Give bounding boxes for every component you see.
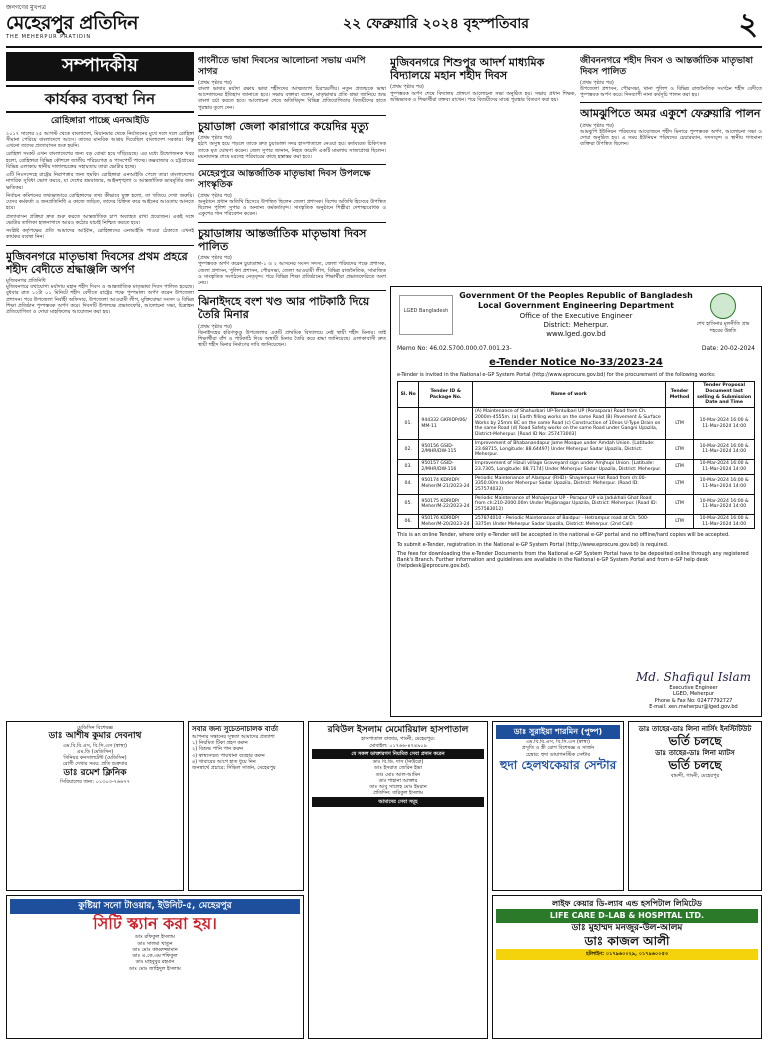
news-column (390, 52, 576, 282)
ad-clinic-name: ডাঃ রমেশ ক্লিনিক (63, 767, 127, 778)
table-row (398, 460, 755, 474)
ad-band: যে সকল ডাক্তারগণ নিয়মিত সেবা প্রদান করেন (312, 749, 484, 759)
memo-number: Memo No: 46.02.5700.000.07.001.23- (397, 345, 512, 352)
ad-phone[interactable]: মোবাইল: ০১৭৬৬-৪৭৪৯০৯ (369, 742, 427, 749)
divider (198, 222, 386, 223)
tender-intro: e-Tender is invited in the National e-GP System Portal (http://www.eprocure.gov.bd) for the procurement of the following works: (397, 372, 716, 378)
tender-header-line: Office of the Executive Engineer (519, 311, 633, 320)
article-body: পুষ্পস্তবক অর্পণ করেন চুয়াডাঙ্গা-১ ও ২ আসনের সংসদ সদস্য, জেলা পরিষদের পক্ষে প্রশাসক, জেলা প্রশাসন, পুলিশ প্রশাসন, পৌরসভা, জেলা আওয়ামী লীগ, বিভিন্ন রাজনৈতিক, সামাজিক ও সাংস্কৃতিক সংগঠনের নেতৃবৃন্দ। পরে বিভিন্ন শিক্ষা প্রতিষ্ঠানের শিক্ষার্থীরা প্রভাতফেরিতে অংশ নেয়। (198, 261, 386, 286)
column-header: Tender Proposal Document last selling & Submission Date and Time (694, 382, 755, 408)
table-row (398, 408, 755, 440)
ad-admission: ভর্তি চলছে (668, 733, 722, 748)
editorial-paragraph: প্রত্যাবাসন প্রক্রিয়া দ্রুত শুরু করতে আন্তর্জাতিক চাপ অব্যাহত রাখা প্রয়োজন। একই সঙ্গে ভোটার তালিকা হালনাগাদে আরও কঠোর যাচাই নিশ্চিত করতে হবে। (6, 213, 194, 226)
ad-title: ডাঃ সুরাইয়া শারমিন (পুষ্প) (496, 725, 620, 739)
table-header-row (398, 382, 755, 408)
news-article (198, 56, 386, 111)
cell-work: Improvement of Bhabanandapur Jame Mosque under Amdah Union. [Latitude: 23.68715, Longitude: 88.64497] Under Meherpur Sadar Upazila, District: Meherpur. (472, 439, 665, 459)
cell-method: LTM (665, 494, 694, 514)
article-body: বাংলা ভাষার মর্যাদা রক্ষায় ভাষা শহীদদের আত্মত্যাগ চিরস্মরণীয়। নতুন প্রজন্মকে ভাষা আন্দোলনের ইতিহাস জানাতে হবে। সভায় বক্তারা বলেন, মাতৃভাষার প্রতি শ্রদ্ধা জানিয়ে শুদ্ধ বাংলা চর্চা করতে হবে। আলোচনা শেষে অতিথিবৃন্দ বিভিন্ন প্রতিযোগিতায় বিজয়ীদের হাতে পুরস্কার তুলে দেন। (198, 85, 386, 111)
cell-method: LTM (665, 408, 694, 440)
ad-line: ডাঃ কাজল আলী (584, 934, 670, 949)
cell-date: 10-Mar-2024 16:00 & 11-Mar-2024 14:00 (694, 460, 755, 474)
ad-doctor-medicine (6, 721, 184, 891)
ad-line: ডাঃ শাহানা আক্তার (378, 777, 418, 784)
news-article (198, 120, 386, 160)
article-byline: (প্রথম পৃষ্ঠার পর) (198, 135, 232, 142)
ad-phone[interactable]: সিরিয়ালের জন্য: ০১৩০৩-৭৬৬৭৭ (60, 778, 130, 785)
ad-line: ডাঃ মাহবুবুর রহমান (135, 959, 175, 966)
ad-line: বামন্দী, গাংনী, মেহেরপুর (670, 772, 720, 779)
editorial-paragraph: সংশ্লিষ্ট কর্তৃপক্ষের প্রতি আমাদের আহ্বান, রোহিঙ্গাদের এনআইডি পাওয়া ঠেকাতে এখনই কার্যকর ব্যবস্থা নিন। (6, 228, 194, 241)
masthead-tagline: জনগণের মুখপত্র (6, 4, 46, 11)
cell-work: Improvement of Hizuli village Graveyard sign under Amjhupi Union. [Latitude: 23.7305, Longitude: 88.7174] Under Meherpur Sadar Upazila, District: Meherpur. (472, 460, 665, 474)
cell-work: Periodic Maintenance of Mohajerpur UP - Porapur UP via Jadukhali Ghat Road from ch:210-2000.00m Under Mujibnagar Upazila, District: Meherpur. (Road ID: 257583012) (472, 494, 665, 514)
cell-id: 944332 GKRIDP/06/ MM-11 (419, 408, 473, 440)
cell-date: 10-Mar-2024 16:00 & 11-Mar-2024 14:00 (694, 439, 755, 459)
memo-date: Date: 20-02-2024 (701, 345, 755, 352)
page-number: ২ (738, 7, 758, 42)
masthead-subtitle: THE MEHERPUR PRATIDIN (6, 33, 92, 40)
editorial-paragraph: ২০১৭ সালের ২৫ আগস্ট থেকে বাংলাদেশ, মিয়ানমার থেকে নির্যাতনের মুখে দলে দলে রোহিঙ্গা সীমানা পেরিয়ে বাংলাদেশে আসে। তাদের মানবিক আশ্রয় দিয়েছিল বাংলাদেশ সরকার। কিন্তু এখনো তাদের প্রত্যাবাসন শুরু হয়নি। (6, 130, 194, 149)
ad-line: চেম্বার: হুদা ডায়াগনস্টিক সেন্টার (525, 751, 591, 758)
ad-line: ডাঃ মোঃ কামরুজ্জামান (132, 946, 178, 953)
ad-title: ডাঃ তাহের-ডাঃ লিনা নার্সিং ইনস্টিটিউট (638, 725, 752, 733)
sign-line: E-mail: xen.meherpur@lged.gov.bd (649, 703, 738, 710)
ad-line: ডাঃ মোঃ আল-আমিন (375, 771, 421, 778)
ad-line: ডাঃ আবু সালেহ মোঃ ইমরান (369, 784, 427, 790)
ad-line: ডাঃ ইসরাত জেরিন ইভা (374, 765, 422, 772)
article-byline: মুজিবনগর প্রতিনিধি (6, 277, 46, 284)
cell-method: LTM (665, 439, 694, 459)
cell-date: 10-Mar-2024 16:00 & 11-Mar-2024 14:00 (694, 514, 755, 528)
column-header: Tender ID & Package No. (419, 382, 473, 408)
ad-line: ডাঃ মোঃ জাহিদুল ইসলাম (129, 965, 181, 972)
tender-footnote: To submit e-Tender, registration in the National e-GP System Portal (http://www.eprocure.gov.bd) is required. (397, 541, 669, 548)
emblem-caption: শেখ হাসিনার মূলনীতি গ্রাম শহরের উন্নতি (696, 321, 750, 334)
ad-line: আপনার সন্তানের সুস্থতা আমাদের প্রত্যাশা (192, 733, 275, 740)
tender-header-line: Government Of the Peoples Republic of Bangladesh (459, 291, 693, 300)
editorial-headline: কার্যকর ব্যবস্থা নিন (6, 85, 194, 114)
newspaper-logo (6, 4, 196, 46)
ad-line: ডাঃ সালমা খাতুন (137, 940, 173, 947)
ad-brand: হুদা হেলথকেয়ার সেন্টার (499, 757, 617, 772)
cell-id: 950174 KDRIDP/ Meher/M-21/2023-24 (419, 474, 473, 494)
article-headline[interactable]: ঝিনাইদহে বংশ খণ্ড আর পাটকাঠি দিয়ে তৈরি মিনার (198, 295, 370, 322)
cell-method: LTM (665, 514, 694, 528)
ad-title: রবিউল ইসলাম মেমোরিয়াল হাসপাতাল (327, 725, 469, 735)
ad-brand: LIFE CARE D-LAB & HOSPITAL LTD. (496, 909, 758, 923)
article-byline: (প্রথম পৃষ্ঠার পর) (198, 79, 232, 86)
editorial-column (6, 52, 194, 717)
article-headline[interactable]: গাংনীতে ভাষা দিবসের আলোচনা সভায় এমপি সাগর (198, 56, 366, 77)
ad-sono-tower (6, 895, 304, 1039)
cell-sl: 04. (398, 474, 419, 494)
editorial-paragraph: এটি নিঃসন্দেহে রাষ্ট্রের নিরাপত্তার জন্য হুমকি। রোহিঙ্গারা এনআইডি পেলে তারা বাংলাদেশের নাগরিক সুবিধা ভোগ করবে, যা দেশের শ্রমবাজার, আইনশৃঙ্খলা ও আন্তর্জাতিক ভাবমূর্তির জন্য ক্ষতিকর। (6, 172, 194, 191)
ad-title: কুষ্টিয়া সনো টাওয়ার, ইউনিট-৫, মেহেরপুর (10, 899, 300, 914)
ad-band: আমাদের সেবা সমূহ (312, 797, 484, 807)
article-body: উপজেলা প্রশাসন, পৌরসভা, থানা পুলিশ ও বিভিন্ন রাজনৈতিক সংগঠন শহীদ বেদীতে পুষ্পস্তবক অর্পণ করে। দিনব্যাপী নানা কর্মসূচি পালন করা হয়। (580, 85, 762, 99)
ad-line: ৪) খাবারের আগে হাত ধুয়ে নিন (192, 758, 256, 765)
news-column (580, 52, 762, 282)
cell-date: 10-Mar-2024 16:00 & 11-Mar-2024 14:00 (694, 474, 755, 494)
tender-header-line[interactable]: www.lged.gov.bd (546, 329, 606, 338)
article-byline: (প্রথম পৃষ্ঠার পর) (390, 84, 424, 91)
news-article (580, 56, 762, 98)
ad-life-care (492, 895, 762, 1039)
ad-line: ডাঃ বি.ডি. দাস (নিউরো) (372, 759, 424, 765)
lged-logo: LGED Bangladesh (399, 295, 453, 335)
article-headline[interactable]: জীবননগরে শহীদ দিবস ও আন্তর্জাতিক মাতৃভাষা দিবস পালিত (580, 56, 753, 77)
article-headline[interactable]: আমঝুপিতে অমর একুশে ফেব্রুয়ারি পালন (580, 107, 761, 121)
ad-health-notice (188, 721, 304, 891)
column-header: Tender Method (665, 382, 694, 408)
article-headline[interactable]: মুজিবনগরে শিশুপুর আদর্শ মাধ্যমিক বিদ্যালয়ে মহান শহীদ দিবস (390, 56, 545, 83)
ad-line: মেডিসিন বিশেষজ্ঞ (77, 725, 113, 731)
news-column (198, 52, 386, 717)
article-headline[interactable]: মুজিবনগরে মাতৃভাষা দিবসের প্রথম প্রহরে শহীদ বেদীতে শ্রদ্ধাঞ্জলি অর্পণ (6, 249, 188, 276)
tender-footnote: This is an online Tender, where only e-Tender will be accepted in the national e-GP portal and no offline/hard copies will be accepted. (397, 532, 730, 539)
tender-title: e-Tender Notice No-33/2023-24 (489, 356, 663, 368)
column-header: Sl. No (398, 382, 419, 408)
tender-signature-block (636, 670, 751, 710)
cell-work: 257874010 - Periodic Maintenance of Baidpur - Hetrampur road at Ch. 500-3375m Under Meherpur Sadar Upazila, District: Meherpur. (2nd Call) (472, 514, 665, 528)
ad-hotline[interactable]: হটলাইন: ০১৭৯৬০০২৯, ০১৭৯৬০০৫৩ (496, 949, 758, 959)
cell-id: 950156 GSID-2/MHR/DW-115 (419, 439, 473, 459)
cell-id: 950176 KDRIDP/ Meher/M-20/2023-24 (419, 514, 473, 528)
ad-line: ডাঃ এ.কে.এম শফিকুল (132, 953, 178, 959)
article-byline: (প্রথম পৃষ্ঠার পর) (198, 192, 232, 199)
news-article (198, 295, 386, 348)
editorial-banner: সম্পাদকীয় (6, 52, 194, 81)
cell-method: LTM (665, 460, 694, 474)
ad-line: প্রসূতি ও স্ত্রী রোগ বিশেষজ্ঞ ও সার্জন (521, 745, 595, 752)
tender-footnote: The fees for downloading the e-Tender Documents from the National e-GP System Portal have to be deposited online through any registered Bank's Branch. Further information and guidelines are available in the National e-GP System Portal and from e-GP help desk (helpdesk@eprocure.gov.bd). (397, 550, 749, 570)
cell-sl: 05. (398, 494, 419, 514)
article-body: অনুষ্ঠানে প্রধান অতিথি হিসেবে উপস্থিত ছিলেন জেলা প্রশাসক। বিশেষ অতিথি হিসেবে উপস্থিত ছিলেন পুলিশ সুপার ও অন্যান্য কর্মকর্তাবৃন্দ। সাংস্কৃতিক অনুষ্ঠানে শিল্পীরা দেশাত্মবোধক ও একুশের গান পরিবেশন করেন। (198, 198, 386, 218)
column-header: Name of work (472, 382, 665, 408)
news-article (198, 169, 386, 218)
news-article (6, 250, 194, 316)
news-article (580, 107, 762, 147)
tender-memo (397, 345, 755, 353)
ad-line: সিনিয়র কনসালটেন্ট (মেডিসিন) (63, 755, 127, 761)
article-byline: (প্রথম পৃষ্ঠার পর) (580, 122, 614, 129)
article-headline[interactable]: চুয়াডাঙ্গায় আন্তর্জাতিক মাতৃভাষা দিবস পালিত (198, 226, 367, 253)
cell-work: Periodic Maintenance of Alampur (RHD)- Shayempur Hat Road from ch:00-3350.00m Under Meherpur Sadar Upazila, District: Meherpur. (Road ID: 257574032) (472, 474, 665, 494)
sign-line: Phone & Fax No: 02477792727 (654, 697, 733, 704)
article-body: মুজিবনগরে যথাযোগ্য মর্যাদায় মহান শহীদ দিবস ও আন্তর্জাতিক মাতৃভাষা দিবস পালিত হয়েছে। বুধবার রাত ১২টা ০১ মিনিটে শহীদ বেদীতে রাষ্ট্রের পক্ষে পুষ্পমাল্য অর্পণ করেন উপজেলা প্রশাসন। পরে উপজেলা নির্বাহী অফিসার, উপজেলা আওয়ামী লীগ, মুক্তিযোদ্ধা সংসদ ও বিভিন্ন শিক্ষা প্রতিষ্ঠান পুষ্পস্তবক অর্পণ করে। দিবসটি উপলক্ষে প্রভাতফেরি, আলোচনা সভা, চিত্রাঙ্কন প্রতিযোগিতা ও দোয়া মাহফিলের আয়োজন করা হয়। (6, 284, 194, 316)
divider (580, 102, 762, 103)
ad-title: ডাঃ আশীষ কুমার দেবনাথ (48, 731, 142, 742)
cell-id: 950157 GSID-2/MHR/DW-116 (419, 460, 473, 474)
masthead (6, 4, 762, 48)
tender-header-line: District: Meherpur. (543, 320, 609, 329)
table-row (398, 474, 755, 494)
ad-line: এম.বি.বি.এস, বি.সি.এস (স্বাস্থ্য) (62, 742, 128, 749)
article-byline: (প্রথম পৃষ্ঠার পর) (198, 323, 232, 330)
ad-nursing-institute (628, 721, 762, 891)
masthead-title: মেহেরপুর প্রতিদিন (6, 11, 138, 34)
sign-line: Executive Engineer (669, 685, 718, 691)
sign-line: LGED, Meherpur (673, 691, 714, 698)
ad-gynae-doctor (492, 721, 624, 891)
article-headline[interactable]: চুয়াডাঙ্গা জেলা কারাগারে কয়েদির মৃত্যু (198, 119, 369, 133)
ad-line: ১) নিয়মিত টিকা গ্রহণ করুন (192, 740, 248, 746)
ad-admission: ভর্তি চলছে (668, 757, 722, 772)
article-body: পুষ্পস্তবক অর্পণ শেষে বিদ্যালয় প্রাঙ্গণে আলোচনা সভা অনুষ্ঠিত হয়। সভায় প্রধান শিক্ষক, অভিভাবক ও শিক্ষার্থীরা বক্তব্য রাখেন। পরে বিজয়ীদের মাঝে পুরস্কার বিতরণ করা হয়। (390, 90, 576, 103)
article-byline: (প্রথম পৃষ্ঠার পর) (198, 255, 232, 261)
news-article (198, 227, 386, 287)
cell-sl: 03. (398, 460, 419, 474)
article-body: আমঝুপি ইউনিয়ন পরিষদের আয়োজনে শহীদ মিনারে পুষ্পস্তবক অর্পণ, আলোচনা সভা ও দোয়া অনুষ্ঠিত হয়। এ সময় ইউনিয়ন পরিষদের চেয়ারম্যান, সদস্যবৃন্দ ও স্থানীয় গণ্যমান্য ব্যক্তিরা উপস্থিত ছিলেন। (580, 128, 762, 148)
divider (198, 115, 386, 116)
ad-ct-scan: সিটি স্ক্যান করা হয়। (93, 914, 217, 934)
ad-title: সবার জন্য সুচেতনাচালক বার্তা (192, 725, 278, 733)
issue-date: ২২ ফেব্রুয়ারি ২০২৪ বৃহস্পতিবার (342, 16, 530, 32)
editorial-paragraph: নির্বাচন কমিশনের তথ্যভান্ডারে রোহিঙ্গাদের তথ্য কীভাবে যুক্ত হলো, তা খতিয়ে দেখা জরুরি। যেসব কর্মকর্তা ও জনপ্রতিনিধি এ কাজে জড়িত, তাদের চিহ্নিত করে আইনের আওতায় আনতে হবে। (6, 192, 194, 212)
cell-id: 950175 KDRIDP/ Meher/M-22/2023-24 (419, 494, 473, 514)
tender-header-line: Local Government Engineering Department (478, 301, 674, 311)
article-headline[interactable]: মেহেরপুরে আন্তর্জাতিক মাতৃভাষা দিবস উপলক্ষে সাংস্কৃতিক (198, 169, 371, 190)
ad-line: প্রতিদিন: তরিকুল ইসলাম (373, 790, 423, 797)
article-byline: (প্রথম পৃষ্ঠার পর) (580, 79, 614, 86)
cell-sl: 01. (398, 408, 419, 440)
signature: Md. Shafiqul Islam (635, 670, 751, 684)
article-body: হঠাৎ অসুস্থ হয়ে পড়লে তাকে দ্রুত চুয়াডাঙ্গা সদর হাসপাতালে নেওয়া হয়। কর্তব্যরত চিকিৎসক তাকে মৃত ঘোষণা করেন। জেল সুপার জানান, নিহত কয়েদি একটি মামলায় সাজাপ্রাপ্ত ছিলেন। ময়নাতদন্ত শেষে মরদেহ পরিবারের কাছে হস্তান্তর করা হবে। (198, 141, 386, 160)
news-article (390, 56, 576, 103)
tender-header (397, 291, 755, 341)
cell-date: 10-Mar-2024 16:00 & 11-Mar-2024 14:00 (694, 408, 755, 440)
ad-line: ডাঃ মুহাম্মদ মনজুর-উল-আলম (571, 923, 683, 933)
ad-line: ৩) স্বাস্থ্যসম্মত পায়খানা ব্যবহার করুন (192, 752, 265, 759)
ad-line: ডাঃ রফিকুল ইসলাম (135, 934, 175, 941)
tender-table (397, 381, 755, 529)
cell-work: (A) Maintenance of Shahurbari UP-Tentulbari UP (Poraspara) Road from Ch. 2000m-4555m. (a) Earth filling works on the same Road (B) Pavement & Surface Works by 25mm BC on the same Road (c) Construction of 10nos U-Type Drain on the same Road (d) Road Safety works on the same Road under Gangni Upazila, District-Meherpur. [Road ID No: 257473003] (472, 408, 665, 440)
ad-line: ২) বিশুদ্ধ পানি পান করুন (192, 746, 244, 753)
article-body: ঝিনাইদহের হরিণাকুণ্ডু উপজেলার একটি প্রাথমিক বিদ্যালয়ে নেই স্থায়ী শহীদ মিনার। তাই শিক্ষার্থীরা বাঁশ ও পাটকাঠি দিয়ে অস্থায়ী মিনার তৈরি করে শ্রদ্ধা জানিয়েছে। এলাকাবাসী দ্রুত স্থায়ী শহীদ মিনার নির্মাণের দাবি জানিয়েছেন। (198, 329, 386, 349)
ad-title: লাইফ কেয়ার ডি-ল্যাব এন্ড হসপিটাল লিমিটেড (552, 899, 702, 908)
ad-hospital (308, 721, 488, 1039)
ad-line: জনস্বার্থে প্রচারে: সিভিল সার্জন, মেহেরপুর (192, 765, 276, 771)
cell-method: LTM (665, 474, 694, 494)
ad-line: এম.বি.বি.এস, বি.সি.এস (স্বাস্থ্য) (525, 739, 591, 745)
cell-sl: 02. (398, 439, 419, 459)
ad-line: হাসপাতাল বাজার, গাংনী, মেহেরপুর। (361, 736, 435, 743)
editorial-subhead: রোহিঙ্গারা পাচ্ছে এনআইডি (50, 116, 150, 127)
mujib-emblem (693, 293, 753, 337)
table-row (398, 514, 755, 528)
ad-line: এম.ডি (মেডিসিন) (76, 748, 114, 755)
tender-notice (390, 286, 762, 717)
ad-line: ডাঃ তাহের-ডাঃ লিনা ম্যাটস (655, 748, 735, 757)
divider (6, 245, 194, 246)
cell-date: 10-Mar-2024 16:00 & 11-Mar-2024 14:00 (694, 494, 755, 514)
editorial-paragraph: রোহিঙ্গা সংকট এখন বাংলাদেশের জন্য বড় বোঝা হয়ে দাঁড়িয়েছে। এর মধ্যে উদ্বেগজনক খবর হলো, রোহিঙ্গারা বিভিন্ন কৌশলে জাতীয় পরিচয়পত্র ও পাসপোর্ট পাচ্ছে। কক্সবাজার ও চট্টগ্রামের বিভিন্ন এলাকায় স্থানীয় দালালচক্রের সহায়তায় তারা ভোটার হচ্ছে। (6, 151, 194, 170)
table-row (398, 439, 755, 459)
table-row (398, 494, 755, 514)
advertisements (6, 721, 762, 1039)
divider (198, 164, 386, 165)
ad-line: রোগী দেখার সময়: প্রতি শুক্রবার (62, 761, 128, 768)
cell-sl: 06. (398, 514, 419, 528)
portrait-icon (710, 293, 736, 319)
divider (198, 290, 386, 291)
